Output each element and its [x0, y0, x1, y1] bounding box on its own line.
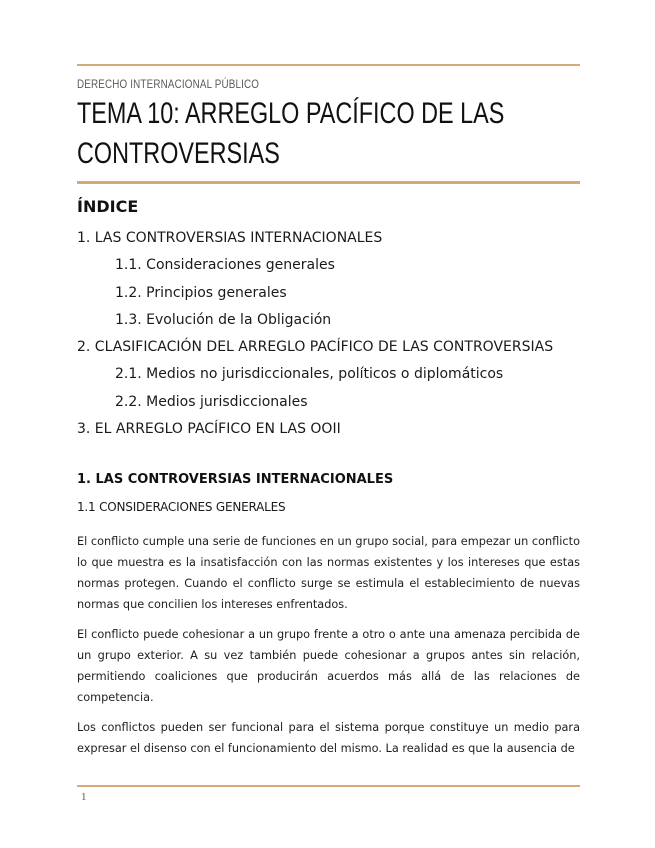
toc-item: 2.2. Medios jurisdiccionales: [115, 393, 308, 410]
section-heading: 1. LAS CONTROVERSIAS INTERNACIONALES: [77, 472, 394, 487]
footer-rule: [77, 785, 580, 787]
toc-item: 2.1. Medios no jurisdiccionales, políticos o diplomáticos: [115, 366, 504, 383]
body-text: [77, 531, 580, 768]
toc-item: 3. EL ARREGLO PACÍFICO EN LAS OOII: [77, 421, 341, 438]
subject-label: DERECHO INTERNACIONAL PÚBLICO: [77, 77, 260, 91]
header-bottom-rule: [77, 181, 580, 184]
header-top-rule: [77, 64, 580, 66]
toc-item: 1. LAS CONTROVERSIAS INTERNACIONALES: [77, 230, 383, 246]
index-heading: ÍNDICE: [77, 197, 139, 216]
toc-item: 1.1. Consideraciones generales: [115, 257, 335, 274]
page-number: 1: [81, 791, 87, 803]
toc-item: 1.2. Principios generales: [115, 284, 287, 301]
title-line-2: CONTROVERSIAS: [77, 137, 280, 170]
paragraph: Los conflictos pueden ser funcional para el sistema porque constituye un medio para expresar el disenso con el funcionamiento del mismo. La realidad es que la ausencia de: [77, 721, 580, 755]
subsection-heading: 1.1 CONSIDERACIONES GENERALES: [77, 500, 286, 514]
title-line-1: TEMA 10: ARREGLO PACÍFICO DE LAS: [77, 97, 505, 130]
toc-item: 2. CLASIFICACIÓN DEL ARREGLO PACÍFICO DE LAS CONTROVERSIAS: [77, 339, 554, 356]
toc-item: 1.3. Evolución de la Obligación: [115, 311, 332, 328]
page-title: [77, 94, 504, 174]
paragraph: El conflicto cumple una serie de funciones en un grupo social, para empezar un conflicto lo que muestra es la insatisfacción con las normas existentes y los intereses que estas normas protegen. Cuando el conflicto surge se estimula el establecimiento de nuevas normas que concilien los intereses enfrentados.: [77, 535, 580, 611]
table-of-contents: [77, 227, 580, 445]
paragraph: El conflicto puede cohesionar a un grupo frente a otro o ante una amenaza percibida de un grupo exterior. A su vez también puede cohesionar a grupos antes sin relación, permitiendo coaliciones que producirán acuerdos más allá de las relaciones de competencia.: [77, 628, 580, 704]
